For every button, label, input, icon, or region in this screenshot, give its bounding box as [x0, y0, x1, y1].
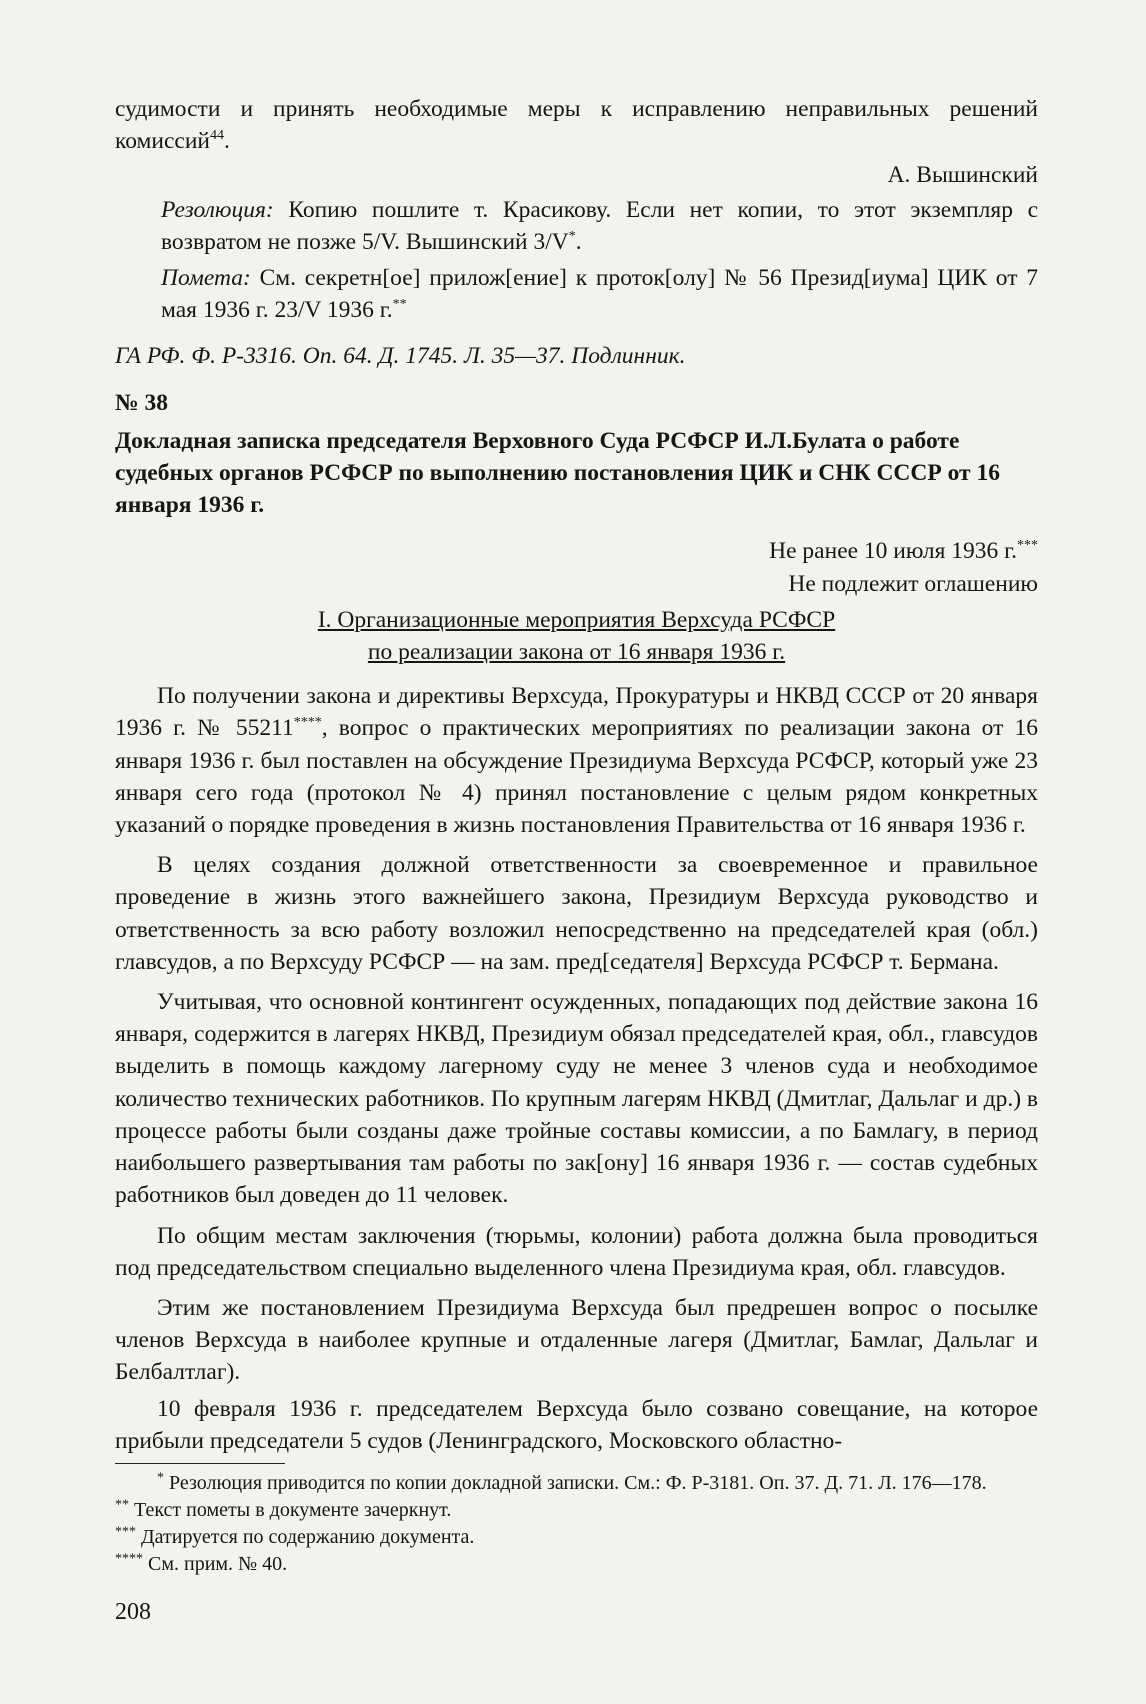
- date-text: Не ранее 10 июля 1936 г.: [769, 538, 1017, 565]
- footnote-text: Текст пометы в документе зачеркнут.: [134, 1498, 452, 1521]
- document-number: № 38: [115, 389, 168, 416]
- footnote-mark: ****: [115, 1551, 143, 1567]
- footnote-ref: 44: [210, 128, 224, 144]
- paragraph-1-part-b: , вопрос о практических мероприятиях по реализации закона от 16 января 1936 г. был поставлен на обсуждение Президиума Верхсуда РСФСР, который уже 23 января сего года (протокол № 4) принял постановление с целым рядом конкретных указаний о порядке проведения в жизнь постановления Правительства от 16 января 1936 г.: [115, 715, 1038, 839]
- paragraph-2: В целях создания должной ответственности за своевременное и правильное проведение в жизнь этого важнейшего закона, Президиум Верхсуда руководство и ответственность за всю работу возложил непосредственно на председателей края (обл.) главсудов, а по Верхсуду РСФСР — на зам. пред[седателя] Верхсуда РСФСР т. Бермана.: [115, 852, 1038, 975]
- note-label: Помета:: [161, 265, 251, 292]
- resolution: Резолюция: Копию пошлите т. Красикову. Если нет копии, то этот экземпляр с возвратом не позже 5/V. Вышинский 3/V*.: [161, 196, 1038, 255]
- resolution-text: Копию пошлите т. Красикову. Если нет копии, то этот экземпляр с возвратом не позже 5/V. Вышинский 3/V: [161, 196, 1038, 255]
- section-title: [115, 604, 1038, 668]
- paragraph-3: Учитывая, что основной контингент осужденных, попадающих под действие закона 16 января, содержится в лагерях НКВД, Президиум обязал председателей края, обл., главсудов выделить в помощь каждому лагерному суду не менее 3 членов суда и необходимое количество технических работников. По крупным лагерям НКВД (Дмитлаг, Дальлаг и др.) в процессе работы были созданы даже тройные составы комиссии, а по Бамлагу, в период наибольшего развертывания там работы по зак[ону] 16 января 1936 г. — состав судебных работников был доведен до 11 человек.: [115, 989, 1038, 1209]
- paragraph-5: Этим же постановлением Президиума Верхсуда был предрешен вопрос о посылке членов Верхсуда в наиболее крупные и отдаленные лагеря (Дмитлаг, Бамлаг, Дальлаг и Белбалтлаг).: [115, 1294, 1038, 1386]
- footnote-divider: [115, 1463, 285, 1464]
- section-title-line1: I. Организационные мероприятия Верхсуда РСФСР: [317, 606, 836, 633]
- paragraph-4: По общим местам заключения (тюрьмы, колонии) работа должна была проводиться под председательством специально выделенного члена Президиума края, обл. главсудов.: [115, 1222, 1038, 1281]
- document-page: [115, 93, 1038, 1628]
- page-number: 208: [115, 1598, 151, 1625]
- date-line: [115, 535, 1038, 567]
- note: [161, 262, 1038, 326]
- footnote-ref: ****: [293, 715, 322, 731]
- section-title-line2: по реализации закона от 16 января 1936 г.: [367, 639, 786, 666]
- secrecy-label: Не подлежит оглашению: [788, 570, 1038, 597]
- paragraph-6: 10 февраля 1936 г. председателем Верхсуда было созвано совещание, на которое прибыли председатели 5 судов (Ленинградского, Московского областно-: [115, 1395, 1038, 1454]
- paragraph-1-part-a: По получении закона и директивы Верхсуда, Прокуратуры и НКВД СССР от 20 января 1936 г. № 55211: [115, 683, 1038, 742]
- footnote-text: См. прим. № 40.: [148, 1552, 288, 1575]
- footnote: [115, 1524, 1038, 1551]
- footnote-mark: ***: [115, 1524, 136, 1540]
- paragraph-1: [115, 680, 1038, 841]
- resolution-label: Резолюция:: [161, 196, 274, 223]
- footnote-ref: ***: [1017, 538, 1038, 554]
- archive-reference: ГА РФ. Ф. Р-3316. Оп. 64. Д. 1745. Л. 35—37. Подлинник.: [115, 343, 686, 370]
- footnote: [115, 1497, 1038, 1524]
- footnote-ref: *: [568, 228, 576, 244]
- footnote-ref: **: [392, 297, 407, 313]
- footnotes: [115, 1470, 1038, 1578]
- intro-paragraph: судимости и принять необходимые меры к исправлению неправильных решений комиссий$^{44}$.: [115, 96, 1038, 155]
- footnote-mark: **: [115, 1497, 129, 1513]
- note-text: См. секретн[ое] прилож[ение] к проток[олу] № 56 Презид[иума] ЦИК от 7 мая 1936 г. 23/V 1936 г.: [161, 265, 1039, 324]
- signature: А. Вышинский: [887, 162, 1038, 189]
- intro-text: судимости и принять необходимые меры к исправлению неправильных решений комиссий: [115, 96, 1038, 155]
- footnote: [115, 1470, 1038, 1497]
- footnote: [115, 1551, 1038, 1578]
- footnote-text: Датируется по содержанию документа.: [141, 1525, 475, 1548]
- footnote-mark: *: [157, 1470, 164, 1486]
- footnote-text: Резолюция приводится по копии докладной записки. См.: Ф. Р-3181. Оп. 37. Д. 71. Л. 176—178.: [169, 1471, 987, 1494]
- document-title: Докладная записка председателя Верховного Суда РСФСР И.Л.Булата о работе судебных органов РСФСР по выполнению постановления ЦИК и СНК СССР от 16 января 1936 г.: [115, 427, 1000, 519]
